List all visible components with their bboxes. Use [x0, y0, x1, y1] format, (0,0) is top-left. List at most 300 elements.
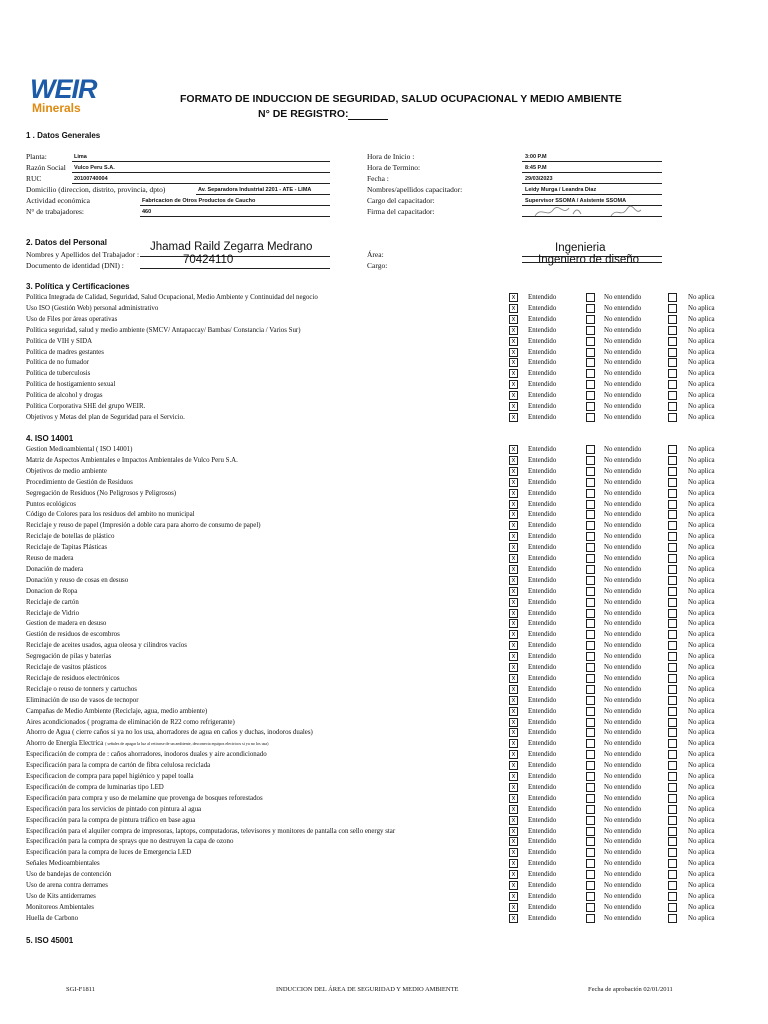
checklist-item-text: Huella de Carbono	[26, 914, 79, 922]
checklist-row	[0, 880, 768, 891]
no-aplica-checkbox[interactable]	[668, 293, 677, 302]
no-aplica-checkbox[interactable]	[668, 881, 677, 890]
no-aplica-label: No aplica	[688, 914, 715, 922]
entendido-checkbox[interactable]: x	[509, 445, 518, 454]
no-entendido-checkbox[interactable]	[586, 358, 595, 367]
no-entendido-checkbox[interactable]	[586, 478, 595, 487]
no-entendido-label: No entendido	[604, 674, 642, 682]
no-entendido-checkbox[interactable]	[586, 739, 595, 748]
no-entendido-checkbox[interactable]	[586, 576, 595, 585]
entendido-checkbox[interactable]: x	[509, 369, 518, 378]
checklist-item-text: Política de no fumador	[26, 359, 89, 367]
entendido-checkbox[interactable]: x	[509, 293, 518, 302]
entendido-checkbox[interactable]: x	[509, 598, 518, 607]
no-aplica-checkbox[interactable]	[668, 500, 677, 509]
checklist-row	[0, 477, 768, 488]
field-line[interactable]	[140, 216, 330, 217]
entendido-checkbox[interactable]: x	[509, 304, 518, 313]
entendido-checkbox[interactable]: x	[509, 609, 518, 618]
no-entendido-checkbox[interactable]	[586, 326, 595, 335]
checklist-row	[0, 836, 768, 847]
entendido-checkbox[interactable]: x	[509, 467, 518, 476]
no-entendido-checkbox[interactable]	[586, 848, 595, 857]
entendido-checkbox[interactable]: x	[509, 489, 518, 498]
checklist-row	[0, 444, 768, 455]
no-entendido-label: No entendido	[604, 489, 642, 497]
entendido-label: Entendido	[528, 794, 557, 802]
entendido-checkbox[interactable]: x	[509, 827, 518, 836]
no-entendido-checkbox[interactable]	[586, 510, 595, 519]
no-entendido-checkbox[interactable]	[586, 783, 595, 792]
no-entendido-label: No entendido	[604, 359, 642, 367]
no-entendido-checkbox[interactable]	[586, 718, 595, 727]
no-aplica-label: No aplica	[688, 522, 715, 530]
no-aplica-checkbox[interactable]	[668, 674, 677, 683]
checklist-row	[0, 357, 768, 368]
no-aplica-checkbox[interactable]	[668, 315, 677, 324]
no-entendido-checkbox[interactable]	[586, 337, 595, 346]
entendido-checkbox[interactable]: x	[509, 728, 518, 737]
checklist-item-text: Política Integrada de Calidad, Seguridad, Salud Ocupacional, Medio Ambiente y Continuidad del negocio	[26, 294, 318, 301]
no-entendido-label: No entendido	[604, 522, 642, 530]
footer-title: INDUCCION DEL ÁREA DE SEGURIDAD Y MEDIO AMBIENTE	[276, 986, 459, 993]
no-entendido-checkbox[interactable]	[586, 467, 595, 476]
no-entendido-checkbox[interactable]	[586, 521, 595, 530]
no-aplica-checkbox[interactable]	[668, 521, 677, 530]
no-aplica-checkbox[interactable]	[668, 391, 677, 400]
entendido-label: Entendido	[528, 392, 557, 400]
weir-minerals-logo	[30, 74, 97, 120]
no-entendido-checkbox[interactable]	[586, 380, 595, 389]
no-entendido-checkbox[interactable]	[586, 609, 595, 618]
entendido-checkbox[interactable]: x	[509, 630, 518, 639]
checklist-row	[0, 738, 768, 749]
no-entendido-label: No entendido	[604, 664, 642, 671]
no-entendido-label: No entendido	[604, 609, 642, 617]
entendido-label: Entendido	[528, 565, 557, 573]
checklist-item-text: Política Corporativa SHE del grupo WEIR.	[26, 403, 146, 410]
entendido-checkbox[interactable]: x	[509, 358, 518, 367]
checklist-item-text: Especificacion de compra para papel higiénico y papel toalla	[26, 773, 194, 780]
checklist-item-text: Política de tuberculosis	[26, 370, 91, 378]
entendido-checkbox[interactable]: x	[509, 326, 518, 335]
field-line[interactable]	[522, 183, 662, 184]
no-aplica-checkbox[interactable]	[668, 794, 677, 803]
no-aplica-label: No aplica	[688, 664, 715, 671]
no-aplica-checkbox[interactable]	[668, 783, 677, 792]
no-entendido-checkbox[interactable]	[586, 402, 595, 411]
entendido-checkbox[interactable]: x	[509, 587, 518, 596]
field-value: Lima	[74, 154, 87, 160]
entendido-checkbox[interactable]: x	[509, 783, 518, 792]
no-entendido-label: No entendido	[604, 838, 642, 846]
field-line[interactable]	[72, 161, 330, 162]
checklist-item-text: Objetivos y Metas del plan de Seguridad para el Servicio.	[26, 413, 185, 421]
no-entendido-checkbox[interactable]	[586, 532, 595, 541]
no-aplica-checkbox[interactable]	[668, 587, 677, 596]
entendido-checkbox[interactable]: x	[509, 413, 518, 422]
entendido-checkbox[interactable]: x	[509, 718, 518, 727]
entendido-label: Entendido	[528, 816, 557, 824]
no-entendido-checkbox[interactable]	[586, 914, 595, 923]
no-entendido-label: No entendido	[604, 892, 642, 900]
no-entendido-label: No entendido	[604, 446, 642, 453]
no-entendido-checkbox[interactable]	[586, 304, 595, 313]
no-aplica-checkbox[interactable]	[668, 761, 677, 770]
no-aplica-checkbox[interactable]	[668, 739, 677, 748]
field-line[interactable]	[522, 172, 662, 173]
no-aplica-checkbox[interactable]	[668, 772, 677, 781]
entendido-checkbox[interactable]: x	[509, 707, 518, 716]
entendido-checkbox[interactable]: x	[509, 619, 518, 628]
no-entendido-checkbox[interactable]	[586, 859, 595, 868]
dni-label: Documento de identidad (DNI) :	[26, 261, 124, 270]
entendido-checkbox[interactable]: x	[509, 739, 518, 748]
entendido-checkbox[interactable]: x	[509, 478, 518, 487]
no-entendido-checkbox[interactable]	[586, 348, 595, 357]
no-aplica-checkbox[interactable]	[668, 609, 677, 618]
no-entendido-checkbox[interactable]	[586, 728, 595, 737]
entendido-checkbox[interactable]: x	[509, 881, 518, 890]
no-aplica-checkbox[interactable]	[668, 348, 677, 357]
no-aplica-checkbox[interactable]	[668, 641, 677, 650]
entendido-label: Entendido	[528, 631, 557, 639]
no-aplica-checkbox[interactable]	[668, 369, 677, 378]
entendido-checkbox[interactable]: x	[509, 816, 518, 825]
entendido-label: Entendido	[528, 555, 557, 562]
no-entendido-checkbox[interactable]	[586, 587, 595, 596]
no-entendido-checkbox[interactable]	[586, 663, 595, 672]
cargo-label: Cargo:	[367, 261, 388, 270]
no-aplica-label: No aplica	[688, 631, 715, 639]
no-entendido-label: No entendido	[604, 587, 642, 595]
entendido-label: Entendido	[528, 467, 557, 475]
no-entendido-checkbox[interactable]	[586, 489, 595, 498]
no-entendido-checkbox[interactable]	[586, 413, 595, 422]
entendido-label: Entendido	[528, 403, 557, 410]
no-aplica-checkbox[interactable]	[668, 827, 677, 836]
no-aplica-checkbox[interactable]	[668, 532, 677, 541]
entendido-checkbox[interactable]: x	[509, 903, 518, 912]
no-entendido-checkbox[interactable]	[586, 293, 595, 302]
entendido-label: Entendido	[528, 653, 557, 661]
checklist-row	[0, 586, 768, 597]
no-aplica-label: No aplica	[688, 827, 715, 835]
field-value: 3:00 P.M	[525, 154, 547, 160]
entendido-checkbox[interactable]: x	[509, 674, 518, 683]
entendido-checkbox[interactable]: x	[509, 565, 518, 574]
entendido-label: Entendido	[528, 413, 557, 421]
entendido-checkbox[interactable]: x	[509, 576, 518, 585]
no-entendido-checkbox[interactable]	[586, 816, 595, 825]
field-line[interactable]	[72, 183, 330, 184]
section-datos-generales: 1 . Datos Generales	[26, 131, 101, 140]
no-entendido-checkbox[interactable]	[586, 827, 595, 836]
field-line[interactable]	[522, 161, 662, 162]
no-aplica-checkbox[interactable]	[668, 543, 677, 552]
field-line[interactable]	[140, 205, 330, 206]
no-entendido-checkbox[interactable]	[586, 674, 595, 683]
checklist-row	[0, 347, 768, 358]
field-label: Domicilio (direccion, distrito, provincia, dpto)	[26, 185, 166, 194]
field-value: 8:45 P.M	[525, 165, 547, 171]
no-entendido-checkbox[interactable]	[586, 500, 595, 509]
entendido-label: Entendido	[528, 642, 557, 650]
no-entendido-label: No entendido	[604, 740, 642, 748]
registro-label: N° DE REGISTRO:	[258, 108, 349, 120]
no-aplica-checkbox[interactable]	[668, 903, 677, 912]
no-entendido-checkbox[interactable]	[586, 369, 595, 378]
checklist-row	[0, 336, 768, 347]
form-title: FORMATO DE INDUCCION DE SEGURIDAD, SALUD OCUPACIONAL Y MEDIO AMBIENTE	[180, 93, 622, 105]
checklist-item-text: Eliminación de uso de vasos de tecnopor	[26, 696, 139, 704]
no-entendido-label: No entendido	[604, 544, 642, 552]
no-aplica-checkbox[interactable]	[668, 467, 677, 476]
no-entendido-checkbox[interactable]	[586, 707, 595, 716]
entendido-label: Entendido	[528, 718, 557, 726]
checklist-row	[0, 597, 768, 608]
entendido-label: Entendido	[528, 674, 557, 682]
no-aplica-checkbox[interactable]	[668, 413, 677, 422]
entendido-checkbox[interactable]: x	[509, 663, 518, 672]
checklist-row	[0, 466, 768, 477]
no-entendido-label: No entendido	[604, 783, 642, 791]
no-aplica-checkbox[interactable]	[668, 478, 677, 487]
no-aplica-checkbox[interactable]	[668, 304, 677, 313]
entendido-checkbox[interactable]: x	[509, 456, 518, 465]
no-aplica-label: No aplica	[688, 882, 715, 889]
field-line[interactable]	[72, 172, 330, 173]
checklist-row	[0, 640, 768, 651]
no-entendido-checkbox[interactable]	[586, 805, 595, 814]
entendido-checkbox[interactable]: x	[509, 641, 518, 650]
checklist-row	[0, 793, 768, 804]
entendido-checkbox[interactable]: x	[509, 543, 518, 552]
entendido-checkbox[interactable]: x	[509, 315, 518, 324]
no-entendido-checkbox[interactable]	[586, 750, 595, 759]
no-aplica-checkbox[interactable]	[668, 805, 677, 814]
no-aplica-label: No aplica	[688, 871, 715, 879]
entendido-checkbox[interactable]: x	[509, 772, 518, 781]
entendido-label: Entendido	[528, 609, 557, 617]
entendido-checkbox[interactable]: x	[509, 696, 518, 705]
entendido-checkbox[interactable]: x	[509, 805, 518, 814]
no-entendido-label: No entendido	[604, 805, 642, 813]
checklist-item-text: Reciclaje de Tapitas Plásticas	[26, 544, 108, 552]
field-line[interactable]	[522, 194, 662, 195]
no-aplica-checkbox[interactable]	[668, 380, 677, 389]
section-datos-personal: 2. Datos del Personal	[26, 238, 107, 247]
field-value: Av. Separadora Industrial 2201 - ATE - LIMA	[198, 187, 312, 193]
field-label: Hora de Inicio :	[367, 152, 415, 161]
no-aplica-label: No aplica	[688, 718, 715, 726]
no-aplica-label: No aplica	[688, 478, 715, 486]
no-aplica-checkbox[interactable]	[668, 326, 677, 335]
checklist-item-text: Especificación para la compra de pintura tráfico en base agua	[26, 816, 196, 824]
checklist-item-text: Reciclaje de aceites usados, agua oleosa y cilindros vacíos	[26, 642, 187, 650]
field-line[interactable]	[196, 194, 330, 195]
entendido-checkbox[interactable]: x	[509, 870, 518, 879]
no-aplica-label: No aplica	[688, 511, 715, 519]
no-entendido-checkbox[interactable]	[586, 685, 595, 694]
no-aplica-checkbox[interactable]	[668, 598, 677, 607]
checklist-item-text: Reciclaje de Vidrio	[26, 609, 80, 617]
checklist-item-text: Monitoreos Ambientales	[26, 903, 94, 911]
no-aplica-checkbox[interactable]	[668, 576, 677, 585]
field-value: 20100740004	[74, 176, 108, 182]
no-entendido-label: No entendido	[604, 762, 642, 770]
checklist-item-text: Gestion de madera en desuso	[26, 620, 107, 628]
no-entendido-checkbox[interactable]	[586, 761, 595, 770]
no-aplica-checkbox[interactable]	[668, 456, 677, 465]
no-aplica-checkbox[interactable]	[668, 892, 677, 901]
no-aplica-checkbox[interactable]	[668, 358, 677, 367]
entendido-label: Entendido	[528, 620, 557, 628]
no-entendido-checkbox[interactable]	[586, 881, 595, 890]
no-aplica-checkbox[interactable]	[668, 816, 677, 825]
checklist-row	[0, 673, 768, 684]
checklist-item-text: Reciclaje o reuso de tonners y cartuchos	[26, 685, 137, 693]
no-aplica-checkbox[interactable]	[668, 445, 677, 454]
no-aplica-checkbox[interactable]	[668, 652, 677, 661]
no-entendido-checkbox[interactable]	[586, 456, 595, 465]
entendido-label: Entendido	[528, 914, 557, 922]
entendido-checkbox[interactable]: x	[509, 521, 518, 530]
no-aplica-checkbox[interactable]	[668, 565, 677, 574]
no-entendido-checkbox[interactable]	[586, 565, 595, 574]
no-entendido-checkbox[interactable]	[586, 870, 595, 879]
entendido-checkbox[interactable]: x	[509, 892, 518, 901]
no-aplica-checkbox[interactable]	[668, 402, 677, 411]
no-aplica-checkbox[interactable]	[668, 750, 677, 759]
checklist-item-text: Gestion Medioambiental ( ISO 14001)	[26, 446, 133, 453]
no-aplica-label: No aplica	[688, 555, 715, 562]
entendido-checkbox[interactable]: x	[509, 510, 518, 519]
no-aplica-checkbox[interactable]	[668, 707, 677, 716]
entendido-checkbox[interactable]: x	[509, 500, 518, 509]
entendido-checkbox[interactable]: x	[509, 794, 518, 803]
no-aplica-label: No aplica	[688, 294, 715, 301]
no-entendido-checkbox[interactable]	[586, 641, 595, 650]
no-aplica-checkbox[interactable]	[668, 630, 677, 639]
no-entendido-label: No entendido	[604, 794, 642, 802]
no-entendido-checkbox[interactable]	[586, 543, 595, 552]
energia-note: ( señales de apagar la luz al retirarse de un ambiente, desconecta equipos electricos si ya no los usa)	[105, 741, 269, 747]
field-label: N° de trabajadores:	[26, 207, 84, 216]
no-entendido-checkbox[interactable]	[586, 445, 595, 454]
no-aplica-checkbox[interactable]	[668, 554, 677, 563]
no-entendido-label: No entendido	[604, 315, 642, 323]
no-entendido-label: No entendido	[604, 467, 642, 475]
checklist-row	[0, 749, 768, 760]
no-aplica-checkbox[interactable]	[668, 696, 677, 705]
checklist-row	[0, 782, 768, 793]
entendido-checkbox[interactable]: x	[509, 402, 518, 411]
entendido-checkbox[interactable]: x	[509, 685, 518, 694]
entendido-checkbox[interactable]: x	[509, 554, 518, 563]
checklist-item-text: Campañas de Medio Ambiente (Reciclaje, agua, medio ambiente)	[26, 707, 208, 715]
entendido-checkbox[interactable]: x	[509, 859, 518, 868]
field-value: Leidy Murga / Leandra Diaz	[525, 187, 597, 193]
no-aplica-label: No aplica	[688, 903, 715, 911]
no-entendido-checkbox[interactable]	[586, 903, 595, 912]
no-entendido-checkbox[interactable]	[586, 837, 595, 846]
checklist-item-text: Especificación para la compra de sprays que no destruyen la capa de ozono	[26, 838, 234, 846]
no-aplica-checkbox[interactable]	[668, 663, 677, 672]
checklist-item-text: Especificación para la compra de luces de Emergencia LED	[26, 849, 192, 857]
no-entendido-label: No entendido	[604, 685, 642, 693]
no-aplica-checkbox[interactable]	[668, 685, 677, 694]
entendido-checkbox[interactable]: x	[509, 337, 518, 346]
no-aplica-checkbox[interactable]	[668, 837, 677, 846]
nombre-line	[140, 256, 330, 257]
no-entendido-checkbox[interactable]	[586, 619, 595, 628]
no-aplica-label: No aplica	[688, 370, 715, 378]
no-aplica-checkbox[interactable]	[668, 914, 677, 923]
no-entendido-checkbox[interactable]	[586, 315, 595, 324]
entendido-label: Entendido	[528, 315, 557, 323]
entendido-label: Entendido	[528, 522, 557, 530]
checklist-row	[0, 804, 768, 815]
checklist-item-text: Donación de madera	[26, 565, 84, 573]
no-entendido-checkbox[interactable]	[586, 652, 595, 661]
entendido-checkbox[interactable]: x	[509, 380, 518, 389]
no-entendido-checkbox[interactable]	[586, 598, 595, 607]
entendido-checkbox[interactable]: x	[509, 652, 518, 661]
section-iso45001: 5. ISO 45001	[26, 936, 74, 945]
no-aplica-checkbox[interactable]	[668, 718, 677, 727]
no-aplica-label: No aplica	[688, 740, 715, 748]
entendido-checkbox[interactable]: x	[509, 750, 518, 759]
entendido-checkbox[interactable]: x	[509, 761, 518, 770]
no-entendido-checkbox[interactable]	[586, 391, 595, 400]
no-entendido-label: No entendido	[604, 304, 642, 312]
no-aplica-checkbox[interactable]	[668, 848, 677, 857]
no-entendido-checkbox[interactable]	[586, 794, 595, 803]
no-aplica-checkbox[interactable]	[668, 870, 677, 879]
no-entendido-checkbox[interactable]	[586, 630, 595, 639]
no-aplica-checkbox[interactable]	[668, 489, 677, 498]
checklist-row	[0, 618, 768, 629]
no-aplica-checkbox[interactable]	[668, 337, 677, 346]
entendido-checkbox[interactable]: x	[509, 848, 518, 857]
no-entendido-checkbox[interactable]	[586, 554, 595, 563]
no-aplica-checkbox[interactable]	[668, 510, 677, 519]
no-entendido-label: No entendido	[604, 707, 642, 715]
field-label: Cargo del capacitador:	[367, 196, 435, 205]
no-aplica-label: No aplica	[688, 805, 715, 813]
entendido-checkbox[interactable]: x	[509, 914, 518, 923]
no-aplica-label: No aplica	[688, 413, 715, 421]
checklist-item-text: Reciclaje de residuos electrónicos	[26, 674, 120, 682]
checklist-item-text: Reciclaje de cartón	[26, 598, 79, 606]
no-aplica-label: No aplica	[688, 751, 715, 759]
field-label: Hora de Termino:	[367, 163, 421, 172]
no-aplica-checkbox[interactable]	[668, 728, 677, 737]
entendido-checkbox[interactable]: x	[509, 532, 518, 541]
entendido-checkbox[interactable]: x	[509, 837, 518, 846]
checklist-item-text: Política seguridad, salud y medio ambiente (SMCV/ Antapaccay/ Bambas/ Constancia / Varios Sur)	[26, 326, 301, 334]
no-entendido-checkbox[interactable]	[586, 696, 595, 705]
entendido-checkbox[interactable]: x	[509, 348, 518, 357]
no-aplica-checkbox[interactable]	[668, 859, 677, 868]
no-entendido-checkbox[interactable]	[586, 772, 595, 781]
registro-field[interactable]	[348, 119, 388, 120]
no-entendido-checkbox[interactable]	[586, 892, 595, 901]
no-aplica-checkbox[interactable]	[668, 619, 677, 628]
entendido-checkbox[interactable]: x	[509, 391, 518, 400]
checklist-row	[0, 520, 768, 531]
